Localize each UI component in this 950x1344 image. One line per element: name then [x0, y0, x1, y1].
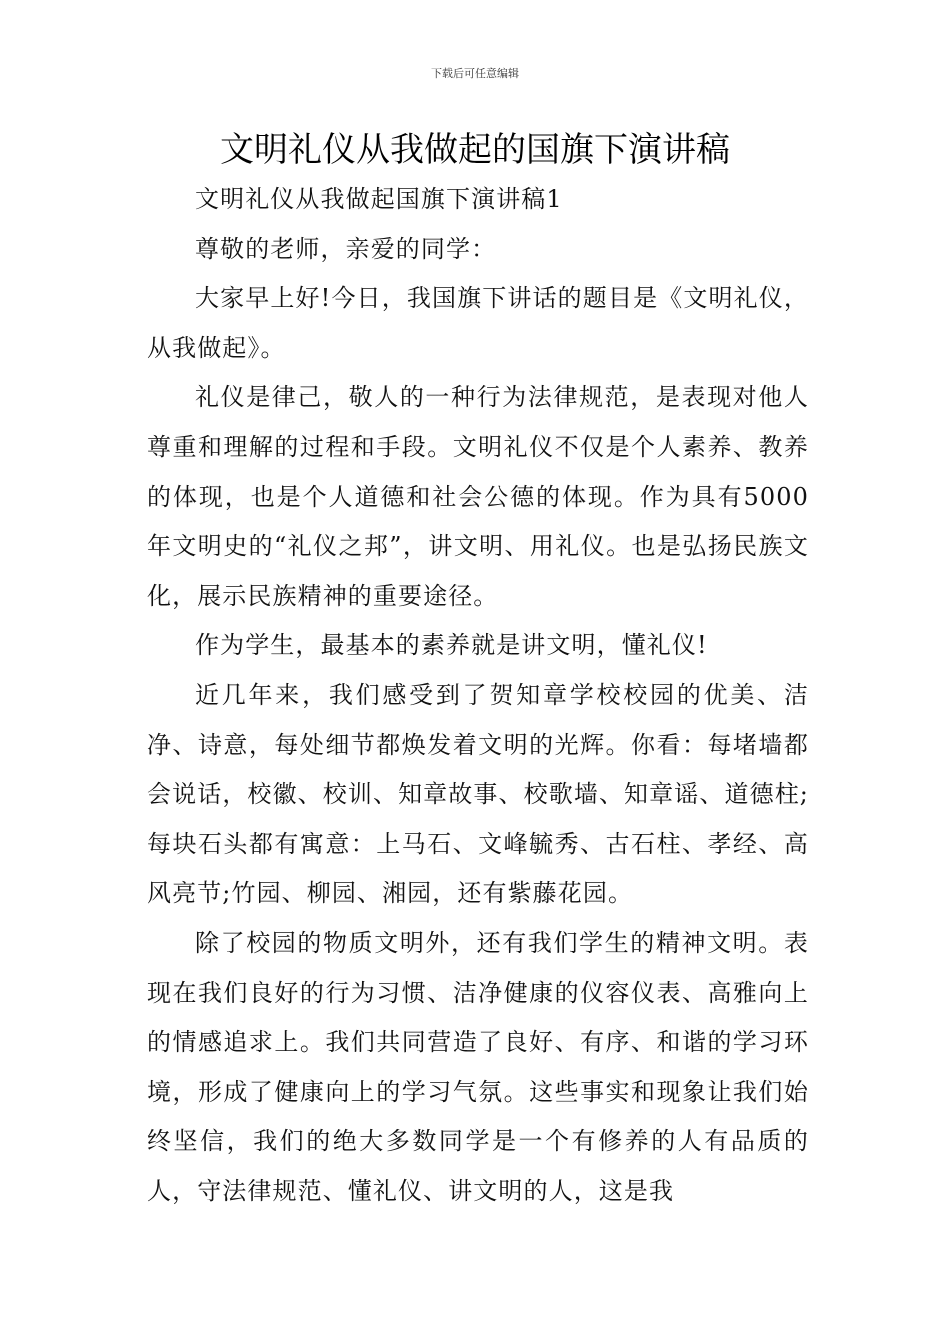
- paragraph-subtitle: 文明礼仪从我做起国旗下演讲稿1: [195, 185, 563, 213]
- document-title: 文明礼仪从我做起的国旗下演讲稿: [220, 130, 730, 170]
- paragraph-greeting: 大家早上好!今日，我国旗下讲话的题目是《文明礼仪，从我做起》。: [147, 284, 809, 362]
- paragraph-etiquette-definition: 礼仪是律己，敬人的一种行为法律规范，是表现对他人尊重和理解的过程和手段。文明礼仪不仅是个人素养、教养的体现，也是个人道德和社会公德的体现。作为具有5000年文明史的“礼仪之邦”，讲文明、用礼仪。也是弘扬民族文化，展示民族精神的重要途径。: [147, 383, 809, 610]
- paragraph-student-quality: 作为学生，最基本的素养就是讲文明，懂礼仪!: [195, 631, 708, 660]
- document-body: [147, 175, 809, 1216]
- header-note: 下载后可任意编辑: [431, 67, 519, 80]
- paragraph-spiritual-civilization: 除了校园的物质文明外，还有我们学生的精神文明。表现在我们良好的行为习惯、洁净健康的仪容仪表、高雅向上的情感追求上。我们共同营造了良好、有序、和谐的学习环境，形成了健康向上的学习气氛。这些事实和现象让我们始终坚信，我们的绝大多数同学是一个有修养的人有品质的人，守法律规范、懂礼仪、讲文明的人，这是我: [147, 928, 809, 1205]
- paragraph-salutation: 尊敬的老师，亲爱的同学：: [195, 234, 497, 263]
- paragraph-campus: 近几年来，我们感受到了贺知章学校校园的优美、洁净、诗意，每处细节都焕发着文明的光辉。你看：每堵墙都会说话，校徽、校训、知章故事、校歌墙、知章谣、道德柱;每块石头都有寓意：上马石、文峰毓秀、古石柱、孝经、高风亮节;竹园、柳园、湘园，还有紫藤花园。: [147, 680, 809, 908]
